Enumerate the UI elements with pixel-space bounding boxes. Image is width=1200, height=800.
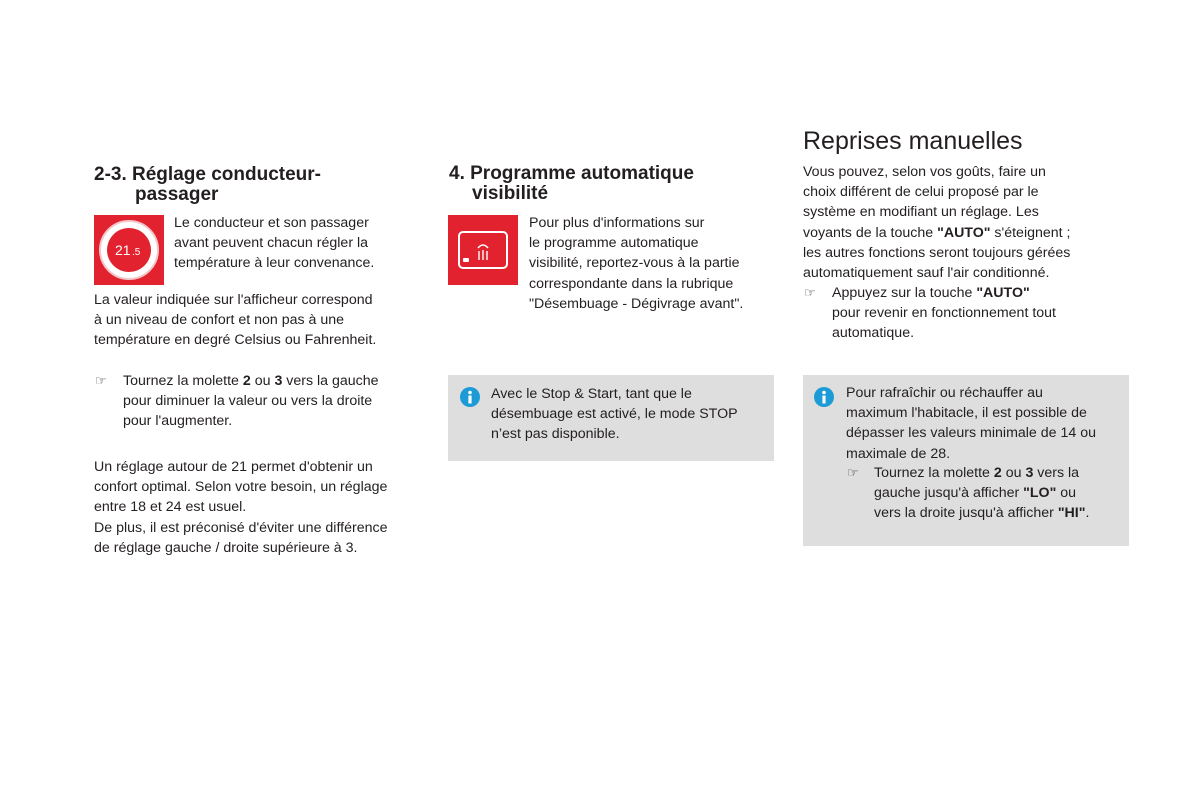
info-bullet-line: vers la droite jusqu'à afficher "HI".	[874, 505, 1090, 522]
info-line: maximale de 28.	[846, 445, 951, 462]
info-line: Pour rafraîchir ou réchauffer au	[846, 385, 1043, 401]
info-box-stop-start	[448, 375, 774, 461]
info-bullet-line: Tournez la molette 2 ou 3 vers la	[874, 465, 1080, 481]
bullet-line: Tournez la molette 2 ou 3 vers la gauche	[123, 373, 379, 389]
display-decimal: .5	[132, 247, 141, 258]
info-box-limits	[803, 375, 1129, 546]
bullet-text	[832, 283, 1132, 344]
intro-text	[529, 213, 774, 314]
info-line: dépasser les valeurs minimale de 14 ou	[846, 425, 1096, 442]
info-icon	[814, 387, 834, 407]
intro-line: Pour plus d'informations sur	[529, 215, 705, 231]
hand-bullet-icon: ☞	[847, 465, 859, 480]
hand-bullet-icon: ☞	[95, 373, 107, 388]
paragraph-line: système en modifiant un réglage. Les	[803, 204, 1039, 221]
paragraph-line: de réglage gauche / droite supérieure à 3.	[94, 539, 358, 556]
info-line: n’est pas disponible.	[491, 426, 620, 443]
bullet-text	[123, 371, 423, 432]
paragraph-line: confort optimal. Selon votre besoin, un réglage	[94, 479, 388, 496]
info-line: désembuage est activé, le mode STOP	[491, 406, 738, 423]
display-value: 21	[115, 242, 131, 258]
info-icon	[460, 387, 480, 407]
paragraph-manual	[803, 162, 1133, 283]
intro-line: "Désembuage - Dégivrage avant".	[529, 295, 744, 312]
rear-defrost-icon	[448, 215, 518, 285]
intro-line: visibilité, reportez-vous à la partie	[529, 255, 740, 272]
intro-line: température à leur convenance.	[174, 255, 375, 272]
intro-line: avant peuvent chacun régler la	[174, 235, 369, 252]
paragraph-line: à un niveau de confort et non pas à une	[94, 312, 345, 329]
paragraph-recommendation	[94, 457, 434, 558]
intro-line: le programme automatique	[529, 235, 699, 252]
heading-line-1: 4. Programme automatique	[449, 163, 694, 184]
paragraph-line: température en degré Celsius ou Fahrenheit.	[94, 332, 377, 349]
paragraph-line: Un réglage autour de 21 permet d'obtenir un	[94, 459, 373, 475]
bullet-line: pour l'augmenter.	[123, 413, 233, 430]
section-heading-visibility	[449, 164, 769, 204]
bullet-line: pour diminuer la valeur ou vers la droite	[123, 393, 373, 410]
info-text	[846, 383, 1128, 464]
paragraph-line: les autres fonctions seront toujours gérées	[803, 244, 1071, 261]
paragraph-line: De plus, il est préconisé d'éviter une différence	[94, 519, 388, 536]
heading-line-2: passager	[135, 184, 219, 205]
info-bullet-text	[874, 463, 1128, 524]
hand-bullet-icon: ☞	[804, 285, 816, 300]
info-line: maximum l'habitacle, il est possible de	[846, 405, 1087, 422]
info-bullet-line: gauche jusqu'à afficher "LO" ou	[874, 485, 1077, 502]
bullet-line: automatique.	[832, 325, 915, 342]
section-title-manual: Reprises manuelles	[803, 127, 1023, 155]
info-line: Avec le Stop & Start, tant que le	[491, 386, 692, 402]
heading-line-1: 2-3. Réglage conducteur-	[94, 164, 321, 185]
paragraph-line: La valeur indiquée sur l'afficheur correspond	[94, 292, 373, 308]
paragraph-line: voyants de la touche "AUTO" s'éteignent ;	[803, 224, 1071, 241]
paragraph-line: entre 18 et 24 est usuel.	[94, 499, 247, 516]
section-heading-driver-passenger	[94, 165, 414, 205]
bullet-line: Appuyez sur la touche "AUTO"	[832, 285, 1030, 301]
intro-line: Le conducteur et son passager	[174, 215, 369, 231]
bullet-line: pour revenir en fonctionnement tout	[832, 305, 1056, 322]
intro-line: correspondante dans la rubrique	[529, 275, 734, 292]
intro-text	[174, 213, 414, 274]
paragraph-line: Vous pouvez, selon vos goûts, faire un	[803, 164, 1046, 180]
heading-line-2: visibilité	[472, 183, 549, 204]
paragraph-line: automatiquement sauf l'air conditionné.	[803, 265, 1050, 282]
temperature-display-icon	[94, 215, 164, 285]
paragraph-line: choix différent de celui proposé par le	[803, 184, 1039, 201]
paragraph-display-value	[94, 290, 424, 351]
info-text	[491, 384, 771, 445]
